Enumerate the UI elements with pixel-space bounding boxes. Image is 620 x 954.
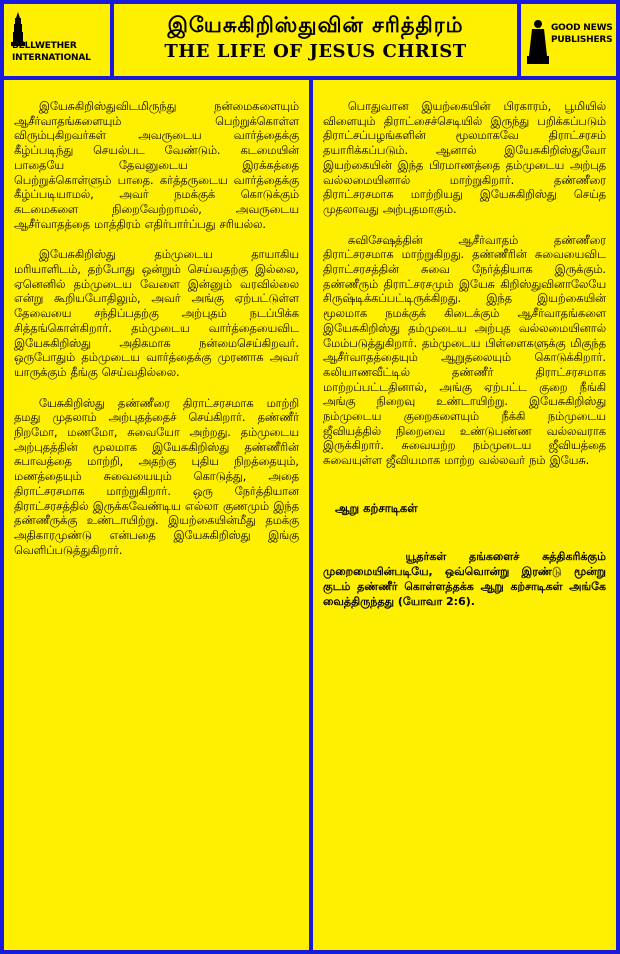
left-column (4, 80, 309, 950)
scripture-paragraph: யூதர்கள் தங்களைச் சுத்திகரிக்கும் முறைமையின்படியே, ஒவ்வொன்று இரண்டு மூன்று குடம் தண்ணீர் கொள்ளத்தக்க ஆறு கற்சாடிகள் அங்கே வைத்திருந்தது (யோவா 2:6). (323, 549, 606, 608)
good-news-logo-box (521, 4, 616, 76)
bellwether-logo-text (12, 40, 91, 64)
logo-line-2: PUBLISHERS (551, 35, 613, 45)
paragraph: இயேசுகிறிஸ்துவிடமிருந்து நன்மைகளையும் ஆசீர்வாதங்களையும் பெற்றுக்கொள்ள விரும்புகிறவர்கள் அவருடைய வார்த்தைக்கு கீழ்ப்படிந்து செயல்பட வேண்டும். கடமையின் பாதையே தேவனுடைய இரக்கத்தை பெற்றுக்கொள்ளும் பாதை. கர்த்தருடைய வார்த்தைக்கு கீழ்ப்படியாமல், அவர் நமக்குக் கொடுக்கும் கடமைகளை நிறைவேற்றாமல், அவருடைய ஆசீர்வாதத்தை மாத்திரம் எதிர்பார்ப்பது சரியல்ல. (14, 100, 299, 231)
title-tamil: இயேசுகிறிஸ்துவின் சரித்திரம் (167, 13, 464, 37)
logo-line-1: GOOD NEWS (551, 23, 613, 33)
right-column (313, 80, 616, 950)
paragraph: இயேசுகிறிஸ்து தம்முடைய தாயாகிய மரியாளிடம், தற்போது ஒன்றும் செய்வதற்கு இல்லை, ஏனெனில் தம்முடைய வேளை இன்னும் வரவில்லை என்று கூறியபோதிலும், அவர் அங்கு ஏற்பட்டுள்ள தேவையை சந்திப்பதற்கு அற்புதம் நடப்பிக்க சித்தங்கொள்கிறார். தம்முடைய வார்த்தையைவிட இயேசுகிறிஸ்து அதிகமாக நன்மைசெய்கிறவர். ஒருபோதும் தம்முடைய வார்த்தைக்கு முரணாக அவர் யாருக்கும் தீங்கு செய்வதில்லை. (14, 248, 299, 379)
section-title: ஆறு கற்சாடிகள் (335, 500, 418, 515)
paragraph: சுவிசேஷத்தின் ஆசீர்வாதம் தண்ணீரை திராட்சரசமாக மாற்றுகிறது. தண்ணீரின் சுவையைவிட திராட்சரசத்தின் சுவை நேர்த்தியாக இருக்கும். தண்ணீரும் திராட்சரசமும் இயேசு கிறிஸ்துவினாலேயே சிருஷ்டிக்கப்பட்டிருக்கிறது. இந்த இயற்கையின் மூலமாக நமக்குக் கிடைக்கும் ஆசீர்வாதங்களை இயேசுகிறிஸ்து தம்முடைய அற்புத வல்லமையினால் மேம்படுத்துகிறார். தம்முடைய பிள்ளைகளுக்கு மிகுந்த ஆசீர்வாதத்தையும் ஆறுதலையும் கொடுக்கிறார். கலியாணவீட்டில் தண்ணீர் திராட்சரசமாக மாற்றப்பட்டதினால், அங்கு ஏற்பட்ட குறை நீங்கி அங்கு நிறைவு உண்டாயிற்று. இயேசுகிறிஸ்து நம்முடைய குறைகளையும் நீக்கி நம்முடைய ஜீவியத்தில் நிறைவை உண்டுபண்ண வல்லவராக இருக்கிறார். சுவையற்ற நம்முடைய ஜீவியத்தை சுவையுள்ள ஜீவியமாக மாற்ற வல்லவர் நம் இயேசு. (323, 233, 606, 468)
paragraph: யேசுகிறிஸ்து தண்ணீரை திராட்சரசமாக மாற்றி தமது முதலாம் அற்புதத்தைச் செய்கிறார். தண்ணீர் நிறமோ, மணமோ, சுவையோ அற்றது. தம்முடைய அற்புதத்தின் மூலமாக இயேசுகிறிஸ்து தண்ணீரின் சுபாவத்தை மாற்றி, அதற்கு புதிய நிறத்தையும், மணத்தையும் சுவையையும் கொடுத்து, அதை திராட்சரசமாக மாற்றுகிறார். ஒரு நேர்த்தியான திராட்சரசத்தில் இருக்கவேண்டிய எல்லா குணமும் இந்த தண்ணீருக்கு உண்டாயிற்று. இயற்கையின்மீது தமக்கு அதிகாரமுண்டு என்பதை இயேசுகிறிஸ்து இங்கு வெளிப்படுத்துகிறார். (14, 396, 299, 557)
title-english: THE LIFE OF JESUS CHRIST (164, 41, 467, 62)
bellwether-logo-box (4, 4, 110, 76)
book-figure-icon (527, 18, 549, 64)
logo-line-2: INTERNATIONAL (12, 53, 91, 63)
logo-line-1: BELLWETHER (12, 41, 77, 51)
title-box (114, 4, 517, 76)
good-news-logo-text (551, 22, 613, 46)
paragraph: பொதுவான இயற்கையின் பிரகாரம், பூமியில் விளையும் திராட்சைச்செடியில் இருந்து பறிக்கப்படும் திராட்சப்பழங்களின் மூலமாகவே திராட்சரசம் தயாரிக்கப்படும். ஆனால் இயேசுகிறிஸ்துவோ இயற்கையின் இந்த பிரமாணத்தை தம்முடைய அற்புத வல்லமையினால் மாற்றுகிறார். தண்ணீரை திராட்சரசமாக மாற்றியது இயேசுகிறிஸ்து செய்த முதலாவது அற்புதமாகும். (323, 100, 606, 216)
